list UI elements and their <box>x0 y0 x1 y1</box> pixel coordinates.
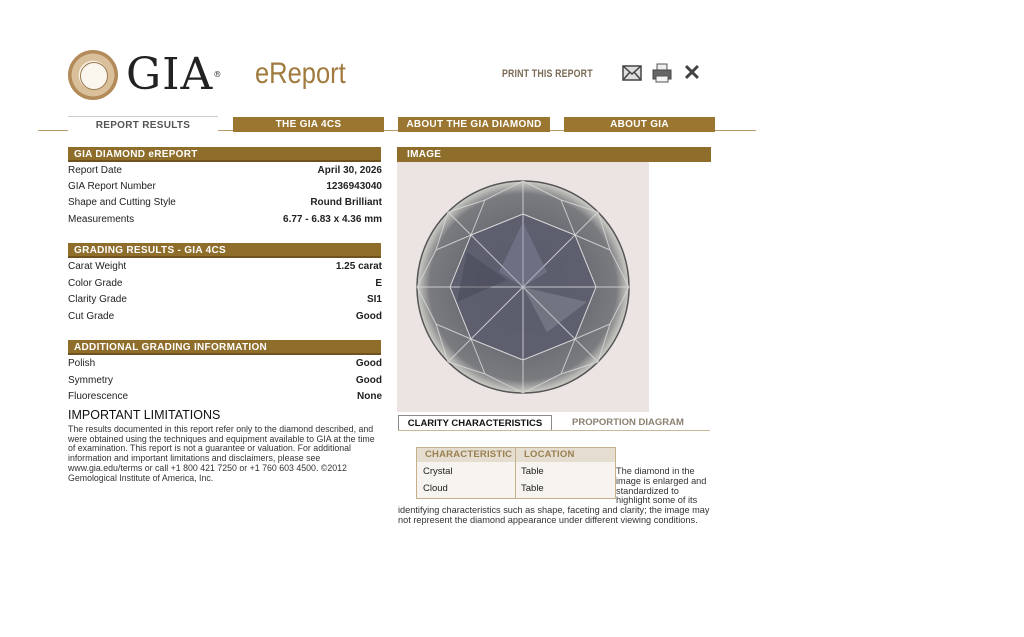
grading-section-header: GRADING RESULTS - GIA 4CS <box>68 243 381 258</box>
row-label: Symmetry <box>68 375 113 386</box>
tab-clarity-characteristics[interactable]: CLARITY CHARACTERISTICS <box>398 415 552 431</box>
characteristic-cell: Crystal <box>423 466 453 477</box>
row-value: E <box>375 278 382 289</box>
limitations-title: IMPORTANT LIMITATIONS <box>68 408 221 422</box>
report-row <box>68 195 382 211</box>
row-label: GIA Report Number <box>68 181 156 192</box>
diamond-image <box>397 162 649 412</box>
tab-divider <box>398 430 710 431</box>
grading-row <box>68 259 382 275</box>
row-value: Good <box>355 311 382 322</box>
row-value: Round Brilliant <box>310 197 382 208</box>
gia-logo <box>126 50 222 100</box>
row-value: SI1 <box>366 294 382 305</box>
row-label: Report Date <box>68 165 122 176</box>
location-cell: Table <box>521 466 544 477</box>
close-icon[interactable]: ✕ <box>682 60 702 85</box>
gia-seal-logo <box>68 50 118 100</box>
characteristic-cell: Cloud <box>423 483 448 494</box>
additional-row <box>68 389 382 405</box>
report-row <box>68 163 382 179</box>
tab-about-gia[interactable]: ABOUT GIA <box>564 117 715 132</box>
tab-report-results[interactable]: REPORT RESULTS <box>68 116 218 134</box>
row-label: Fluorescence <box>68 391 129 402</box>
row-label: Measurements <box>68 214 135 225</box>
row-value: Good <box>355 358 382 369</box>
grading-row <box>68 309 382 325</box>
tab-proportion-diagram[interactable]: PROPORTION DIAGRAM <box>572 417 684 428</box>
grading-row <box>68 276 382 292</box>
report-section-header: GIA DIAMOND eREPORT <box>68 147 381 162</box>
row-label: Color Grade <box>68 278 123 289</box>
grading-row <box>68 292 382 308</box>
diamond-note <box>398 467 712 526</box>
diamond-note-text: The diamond in the image is enlarged and standardized to highlight some of its identifying characteristics such as shape, faceting and clarity; the image may not represent the diamond appearance under different viewing conditions. <box>398 466 710 525</box>
additional-row <box>68 373 382 389</box>
printer-icon[interactable] <box>651 62 673 84</box>
row-value: April 30, 2026 <box>317 165 382 176</box>
location-cell: Table <box>521 483 544 494</box>
additional-section-header: ADDITIONAL GRADING INFORMATION <box>68 340 381 355</box>
envelope-icon[interactable] <box>621 62 643 84</box>
tab-about-ereport[interactable]: ABOUT THE GIA DIAMOND eREPORT <box>398 117 550 132</box>
location-header: LOCATION <box>516 448 615 462</box>
limitations-text: The results documented in this report refer only to the diamond described, and were obtained using the techniques and equipment available to GIA at the time of examination. This report is not a guarantee or valuation. For additional information and important limitations and disclaimers, please see www.gia.edu/terms or call +1 800 421 7250 or +1 760 603 4500. ©2012 Gemological Institute of America, Inc. <box>68 424 375 483</box>
row-value: 6.77 - 6.83 x 4.36 mm <box>283 214 382 225</box>
ereport-title: eReport <box>255 57 346 90</box>
image-section-header: IMAGE <box>397 147 711 162</box>
additional-row <box>68 356 382 372</box>
characteristic-header: CHARACTERISTIC <box>417 448 515 462</box>
row-label: Clarity Grade <box>68 294 127 305</box>
report-row <box>68 179 382 195</box>
row-value: Good <box>355 375 382 386</box>
brand-name: GIA <box>126 49 214 100</box>
row-label: Carat Weight <box>68 261 127 272</box>
row-label: Shape and Cutting Style <box>68 197 176 208</box>
row-value: None <box>357 391 382 402</box>
row-value: 1236943040 <box>326 181 382 192</box>
report-row <box>68 212 382 228</box>
row-label: Polish <box>68 358 96 369</box>
tab-gia-4cs[interactable]: THE GIA 4CS <box>233 117 384 132</box>
row-value: 1.25 carat <box>335 261 382 272</box>
row-label: Cut Grade <box>68 311 115 322</box>
registered-mark: ® <box>213 70 223 79</box>
print-report-link[interactable]: PRINT THIS REPORT <box>502 68 593 80</box>
